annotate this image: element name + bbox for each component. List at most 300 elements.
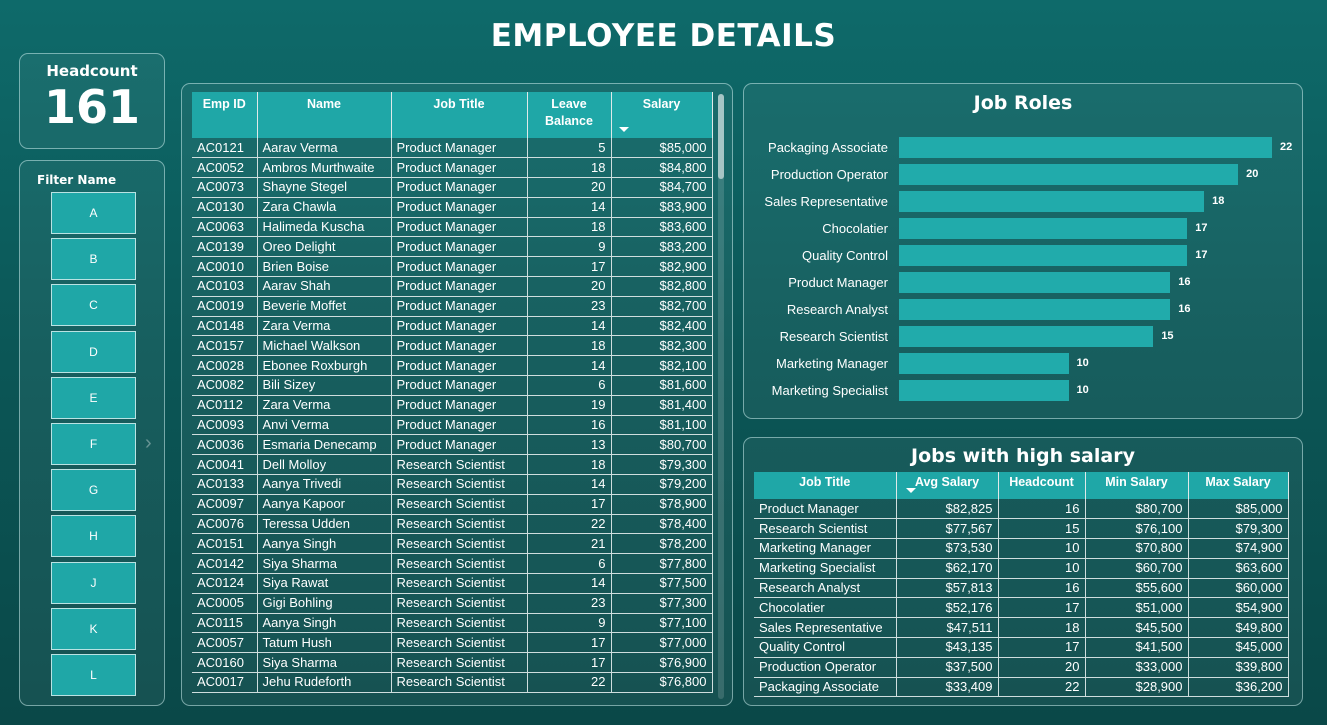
table-cell: AC0112 — [192, 395, 257, 415]
table-cell: $78,900 — [611, 494, 712, 514]
table-cell: AC0160 — [192, 653, 257, 673]
table-cell: $57,813 — [896, 578, 998, 598]
bar-value-label: 10 — [1076, 384, 1089, 396]
table-cell: 15 — [998, 519, 1085, 539]
table-cell: $78,400 — [611, 514, 712, 534]
table-cell: 6 — [527, 554, 611, 574]
table-cell: $33,000 — [1085, 657, 1188, 677]
table-cell: $85,000 — [611, 138, 712, 158]
avg-salary-header-text: Avg Salary — [914, 475, 980, 489]
table-cell: Bili Sizey — [257, 376, 391, 396]
table-cell: AC0019 — [192, 296, 257, 316]
table-cell: $82,900 — [611, 257, 712, 277]
table-cell: 23 — [527, 296, 611, 316]
table-cell: $78,200 — [611, 534, 712, 554]
table-row[interactable] — [192, 296, 712, 316]
table-cell: AC0041 — [192, 455, 257, 475]
table-scrollbar[interactable] — [718, 94, 724, 699]
table-cell: Siya Sharma — [257, 653, 391, 673]
table-row[interactable] — [192, 593, 712, 613]
table-cell: Research Scientist — [391, 514, 527, 534]
bar-label: Production Operator — [770, 167, 888, 182]
table-cell: AC0093 — [192, 415, 257, 435]
page-title: EMPLOYEE DETAILS — [490, 18, 837, 54]
table-row[interactable] — [192, 395, 712, 415]
table-row[interactable] — [192, 237, 712, 257]
sort-descending-icon — [619, 127, 629, 132]
bar-label: Research Analyst — [786, 302, 888, 317]
table-cell: Research Scientist — [391, 653, 527, 673]
leave-balance-header-text: Leave Balance — [545, 97, 593, 128]
table-cell: Product Manager — [391, 178, 527, 198]
table-cell: AC0121 — [192, 138, 257, 158]
table-cell: $82,100 — [611, 356, 712, 376]
table-cell: Research Scientist — [391, 554, 527, 574]
filter-button-g[interactable]: G — [51, 469, 136, 511]
table-row[interactable] — [754, 578, 1288, 598]
table-cell: $51,000 — [1085, 598, 1188, 618]
table-cell: 18 — [527, 455, 611, 475]
bar-label: Marketing Specialist — [771, 383, 888, 398]
table-cell: $77,500 — [611, 574, 712, 594]
table-cell: AC0103 — [192, 277, 257, 297]
bar[interactable] — [899, 299, 1170, 320]
bar[interactable] — [899, 245, 1187, 266]
table-cell: Research Scientist — [391, 534, 527, 554]
bar-label: Marketing Manager — [776, 356, 888, 371]
table-cell: 19 — [527, 395, 611, 415]
table-cell: Tatum Hush — [257, 633, 391, 653]
table-cell: $81,600 — [611, 376, 712, 396]
table-cell: Marketing Specialist — [754, 558, 896, 578]
sort-descending-icon — [906, 488, 916, 493]
table-cell: AC0017 — [192, 673, 257, 693]
table-cell: 16 — [998, 578, 1085, 598]
column-header-avg-salary[interactable] — [896, 472, 998, 499]
table-cell: AC0130 — [192, 197, 257, 217]
bar[interactable] — [899, 272, 1170, 293]
table-cell: Product Manager — [391, 415, 527, 435]
table-cell: AC0005 — [192, 593, 257, 613]
table-cell: Product Manager — [391, 138, 527, 158]
table-cell: $80,700 — [611, 435, 712, 455]
table-cell: AC0082 — [192, 376, 257, 396]
table-cell: $77,800 — [611, 554, 712, 574]
table-cell: Packaging Associate — [754, 677, 896, 697]
bar[interactable] — [899, 380, 1069, 401]
table-cell: Aarav Shah — [257, 277, 391, 297]
table-cell: Research Scientist — [391, 574, 527, 594]
table-cell: Production Operator — [754, 657, 896, 677]
bar-value-label: 16 — [1178, 276, 1191, 288]
bar[interactable] — [899, 326, 1153, 347]
table-row[interactable] — [754, 598, 1288, 618]
table-row[interactable] — [754, 657, 1288, 677]
table-row[interactable] — [192, 356, 712, 376]
table-cell: Product Manager — [391, 277, 527, 297]
table-cell: $79,300 — [611, 455, 712, 475]
bar[interactable] — [899, 191, 1204, 212]
table-row[interactable] — [192, 653, 712, 673]
table-cell: $77,000 — [611, 633, 712, 653]
table-cell: AC0115 — [192, 613, 257, 633]
table-cell: Research Scientist — [391, 673, 527, 693]
table-cell: Aanya Kapoor — [257, 494, 391, 514]
table-cell: $52,176 — [896, 598, 998, 618]
table-cell: $60,700 — [1085, 558, 1188, 578]
table-cell: Product Manager — [391, 336, 527, 356]
filter-button-k[interactable]: K — [51, 608, 136, 650]
table-row[interactable] — [754, 519, 1288, 539]
table-row[interactable] — [192, 673, 712, 693]
table-cell: AC0063 — [192, 217, 257, 237]
table-cell: 17 — [998, 638, 1085, 658]
table-cell: 18 — [998, 618, 1085, 638]
bar-label: Product Manager — [788, 275, 888, 290]
table-row[interactable] — [192, 435, 712, 455]
bar-label: Quality Control — [802, 248, 888, 263]
table-cell: $74,900 — [1188, 539, 1288, 559]
table-cell: $62,170 — [896, 558, 998, 578]
table-cell: Research Scientist — [754, 519, 896, 539]
bar-label: Sales Representative — [764, 194, 888, 209]
table-cell: Research Scientist — [391, 494, 527, 514]
table-cell: $49,800 — [1188, 618, 1288, 638]
table-cell: 10 — [998, 558, 1085, 578]
table-row[interactable] — [192, 257, 712, 277]
table-cell: Shayne Stegel — [257, 178, 391, 198]
table-cell: AC0124 — [192, 574, 257, 594]
bar[interactable] — [899, 218, 1187, 239]
table-row[interactable] — [192, 217, 712, 237]
filter-button-h[interactable]: H — [51, 515, 136, 557]
table-cell: $36,200 — [1188, 677, 1288, 697]
table-row[interactable] — [192, 534, 712, 554]
table-cell: $39,800 — [1188, 657, 1288, 677]
table-cell: Beverie Moffet — [257, 296, 391, 316]
table-cell: Research Scientist — [391, 633, 527, 653]
column-header-job-title[interactable]: Job Title — [754, 472, 896, 499]
table-row[interactable] — [192, 138, 712, 158]
table-row[interactable] — [754, 638, 1288, 658]
table-cell: 17 — [527, 257, 611, 277]
table-cell: $63,600 — [1188, 558, 1288, 578]
table-cell: Siya Sharma — [257, 554, 391, 574]
table-cell: AC0052 — [192, 158, 257, 178]
table-row[interactable] — [192, 197, 712, 217]
table-cell: Quality Control — [754, 638, 896, 658]
chevron-right-icon[interactable]: › — [145, 432, 152, 454]
table-cell: Product Manager — [391, 376, 527, 396]
table-cell: Siya Rawat — [257, 574, 391, 594]
table-row[interactable] — [754, 539, 1288, 559]
table-cell: $54,900 — [1188, 598, 1288, 618]
table-cell: $45,500 — [1085, 618, 1188, 638]
table-cell: $33,409 — [896, 677, 998, 697]
table-cell: 16 — [998, 499, 1085, 519]
table-cell: $79,300 — [1188, 519, 1288, 539]
table-cell: $85,000 — [1188, 499, 1288, 519]
bar-value-label: 22 — [1280, 141, 1293, 153]
table-row[interactable] — [192, 514, 712, 534]
table-cell: 17 — [527, 633, 611, 653]
table-cell: Oreo Delight — [257, 237, 391, 257]
table-cell: $83,200 — [611, 237, 712, 257]
table-cell: Michael Walkson — [257, 336, 391, 356]
table-cell: Research Scientist — [391, 613, 527, 633]
table-cell: 6 — [527, 376, 611, 396]
table-cell: 22 — [998, 677, 1085, 697]
table-cell: AC0139 — [192, 237, 257, 257]
table-cell: Sales Representative — [754, 618, 896, 638]
table-cell: Product Manager — [391, 197, 527, 217]
table-cell: $77,100 — [611, 613, 712, 633]
table-cell: 20 — [527, 178, 611, 198]
table-cell: 5 — [527, 138, 611, 158]
table-cell: $84,800 — [611, 158, 712, 178]
headcount-label: Headcount — [46, 62, 138, 80]
table-row[interactable] — [754, 558, 1288, 578]
table-cell: AC0057 — [192, 633, 257, 653]
filter-button-d[interactable]: D — [51, 331, 136, 373]
table-cell: $70,800 — [1085, 539, 1188, 559]
table-cell: $76,900 — [611, 653, 712, 673]
filter-label: Filter Name — [37, 173, 117, 187]
table-cell: 17 — [527, 653, 611, 673]
table-cell: 9 — [527, 237, 611, 257]
table-cell: Aarav Verma — [257, 138, 391, 158]
table-cell: 9 — [527, 613, 611, 633]
table-cell: $81,100 — [611, 415, 712, 435]
table-cell: Aanya Singh — [257, 613, 391, 633]
table-cell: 18 — [527, 336, 611, 356]
table-cell: Chocolatier — [754, 598, 896, 618]
table-row[interactable] — [192, 475, 712, 495]
table-cell: AC0148 — [192, 316, 257, 336]
column-header-headcount[interactable]: Headcount — [998, 472, 1085, 499]
table-cell: 20 — [527, 277, 611, 297]
table-cell: 18 — [527, 217, 611, 237]
table-row[interactable] — [754, 499, 1288, 519]
column-header-min-salary[interactable]: Min Salary — [1085, 472, 1188, 499]
table-cell: Ebonee Roxburgh — [257, 356, 391, 376]
table-row[interactable] — [192, 633, 712, 653]
table-cell: AC0010 — [192, 257, 257, 277]
table-cell: 21 — [527, 534, 611, 554]
table-cell: $81,400 — [611, 395, 712, 415]
table-cell: $77,567 — [896, 519, 998, 539]
table-row[interactable] — [192, 336, 712, 356]
table-cell: 17 — [527, 494, 611, 514]
bar-label: Packaging Associate — [768, 140, 888, 155]
bar-value-label: 10 — [1076, 357, 1089, 369]
job-roles-chart-card — [743, 83, 1303, 419]
table-cell: Halimeda Kuscha — [257, 217, 391, 237]
table-row[interactable] — [192, 494, 712, 514]
table-cell: $84,700 — [611, 178, 712, 198]
table-row[interactable] — [192, 277, 712, 297]
bar-value-label: 15 — [1161, 330, 1174, 342]
table-cell: AC0097 — [192, 494, 257, 514]
filter-name-slicer — [19, 160, 165, 706]
table-cell: AC0133 — [192, 475, 257, 495]
table-cell: Product Manager — [754, 499, 896, 519]
table-cell: AC0151 — [192, 534, 257, 554]
table-cell: 13 — [527, 435, 611, 455]
filter-button-a[interactable]: A — [51, 192, 136, 234]
table-cell: $37,500 — [896, 657, 998, 677]
table-cell: Research Scientist — [391, 593, 527, 613]
table-cell: $76,800 — [611, 673, 712, 693]
table-cell: AC0036 — [192, 435, 257, 455]
table-cell: Brien Boise — [257, 257, 391, 277]
filter-button-l[interactable]: L — [51, 654, 136, 696]
scrollbar-thumb[interactable] — [718, 94, 724, 179]
table-cell: Marketing Manager — [754, 539, 896, 559]
table-cell: Aanya Trivedi — [257, 475, 391, 495]
salary-header-text: Salary — [642, 97, 681, 111]
table-cell: 17 — [998, 598, 1085, 618]
table-cell: $45,000 — [1188, 638, 1288, 658]
table-cell: Research Scientist — [391, 475, 527, 495]
table-cell: Aanya Singh — [257, 534, 391, 554]
column-header-emp-id[interactable]: Emp ID — [192, 92, 257, 138]
column-header-name[interactable]: Name — [257, 92, 391, 138]
column-header-job-title[interactable]: Job Title — [391, 92, 527, 138]
table-row[interactable] — [192, 574, 712, 594]
table-cell: Product Manager — [391, 395, 527, 415]
table-cell: 14 — [527, 316, 611, 336]
table-cell: $47,511 — [896, 618, 998, 638]
table-cell: AC0028 — [192, 356, 257, 376]
headcount-card — [19, 53, 165, 149]
table-cell: $79,200 — [611, 475, 712, 495]
table-cell: Product Manager — [391, 217, 527, 237]
bar-label: Chocolatier — [822, 221, 888, 236]
bar[interactable] — [899, 164, 1238, 185]
table-row[interactable] — [192, 178, 712, 198]
high-salary-title: Jobs with high salary — [911, 445, 1135, 467]
table-cell: Teressa Udden — [257, 514, 391, 534]
bar-value-label: 20 — [1246, 168, 1259, 180]
table-cell: $41,500 — [1085, 638, 1188, 658]
high-salary-card — [743, 437, 1303, 706]
job-roles-title: Job Roles — [973, 92, 1073, 114]
column-header-leave-balance[interactable] — [527, 92, 611, 138]
table-cell: $43,135 — [896, 638, 998, 658]
table-cell: Product Manager — [391, 237, 527, 257]
table-cell: 14 — [527, 574, 611, 594]
table-cell: 23 — [527, 593, 611, 613]
table-cell: Product Manager — [391, 257, 527, 277]
table-cell: AC0073 — [192, 178, 257, 198]
bar-value-label: 17 — [1195, 222, 1208, 234]
table-cell: Zara Verma — [257, 316, 391, 336]
table-cell: Esmaria Denecamp — [257, 435, 391, 455]
table-cell: $73,530 — [896, 539, 998, 559]
table-cell: $82,825 — [896, 499, 998, 519]
table-cell: $60,000 — [1188, 578, 1288, 598]
bar[interactable] — [899, 353, 1069, 374]
filter-button-j[interactable]: J — [51, 562, 136, 604]
bar-value-label: 16 — [1178, 303, 1191, 315]
table-cell: AC0142 — [192, 554, 257, 574]
bar-label: Research Scientist — [779, 329, 888, 344]
table-cell: Zara Verma — [257, 395, 391, 415]
table-row[interactable] — [192, 158, 712, 178]
bar[interactable] — [899, 137, 1272, 158]
table-cell: 16 — [527, 415, 611, 435]
table-cell: Product Manager — [391, 158, 527, 178]
table-cell: Product Manager — [391, 316, 527, 336]
table-row[interactable] — [192, 415, 712, 435]
table-cell: Product Manager — [391, 296, 527, 316]
table-cell: Product Manager — [391, 356, 527, 376]
table-cell: $76,100 — [1085, 519, 1188, 539]
column-header-max-salary[interactable]: Max Salary — [1188, 472, 1288, 499]
table-cell: 14 — [527, 356, 611, 376]
headcount-value: 161 — [43, 80, 141, 134]
table-cell: $82,800 — [611, 277, 712, 297]
table-cell: 22 — [527, 673, 611, 693]
table-cell: 14 — [527, 197, 611, 217]
table-cell: $28,900 — [1085, 677, 1188, 697]
table-cell: Research Analyst — [754, 578, 896, 598]
table-cell: Product Manager — [391, 435, 527, 455]
employee-table-card — [181, 83, 733, 706]
table-cell: 14 — [527, 475, 611, 495]
table-cell: 18 — [527, 158, 611, 178]
filter-button-c[interactable]: C — [51, 284, 136, 326]
table-cell: AC0157 — [192, 336, 257, 356]
table-cell: Dell Molloy — [257, 455, 391, 475]
table-cell: Research Scientist — [391, 455, 527, 475]
employee-table — [192, 92, 713, 693]
table-cell: $83,900 — [611, 197, 712, 217]
table-cell: 22 — [527, 514, 611, 534]
table-row[interactable] — [192, 613, 712, 633]
bar-value-label: 17 — [1195, 249, 1208, 261]
table-cell: Zara Chawla — [257, 197, 391, 217]
table-cell: $80,700 — [1085, 499, 1188, 519]
table-row[interactable] — [754, 677, 1288, 697]
table-row[interactable] — [192, 455, 712, 475]
table-cell: Jehu Rudeforth — [257, 673, 391, 693]
bar-value-label: 18 — [1212, 195, 1225, 207]
table-row[interactable] — [754, 618, 1288, 638]
table-cell: 10 — [998, 539, 1085, 559]
filter-button-f[interactable]: F — [51, 423, 136, 465]
table-cell: $82,400 — [611, 316, 712, 336]
table-cell: $82,300 — [611, 336, 712, 356]
table-cell: $82,700 — [611, 296, 712, 316]
table-cell: 20 — [998, 657, 1085, 677]
filter-button-e[interactable]: E — [51, 377, 136, 419]
table-row[interactable] — [192, 554, 712, 574]
table-cell: $83,600 — [611, 217, 712, 237]
high-salary-table — [754, 472, 1289, 697]
table-cell: AC0076 — [192, 514, 257, 534]
table-row[interactable] — [192, 316, 712, 336]
column-header-salary[interactable] — [611, 92, 712, 138]
table-cell: $55,600 — [1085, 578, 1188, 598]
table-cell: $77,300 — [611, 593, 712, 613]
table-cell: Gigi Bohling — [257, 593, 391, 613]
filter-button-b[interactable]: B — [51, 238, 136, 280]
table-cell: Anvi Verma — [257, 415, 391, 435]
table-cell: Ambros Murthwaite — [257, 158, 391, 178]
table-row[interactable] — [192, 376, 712, 396]
